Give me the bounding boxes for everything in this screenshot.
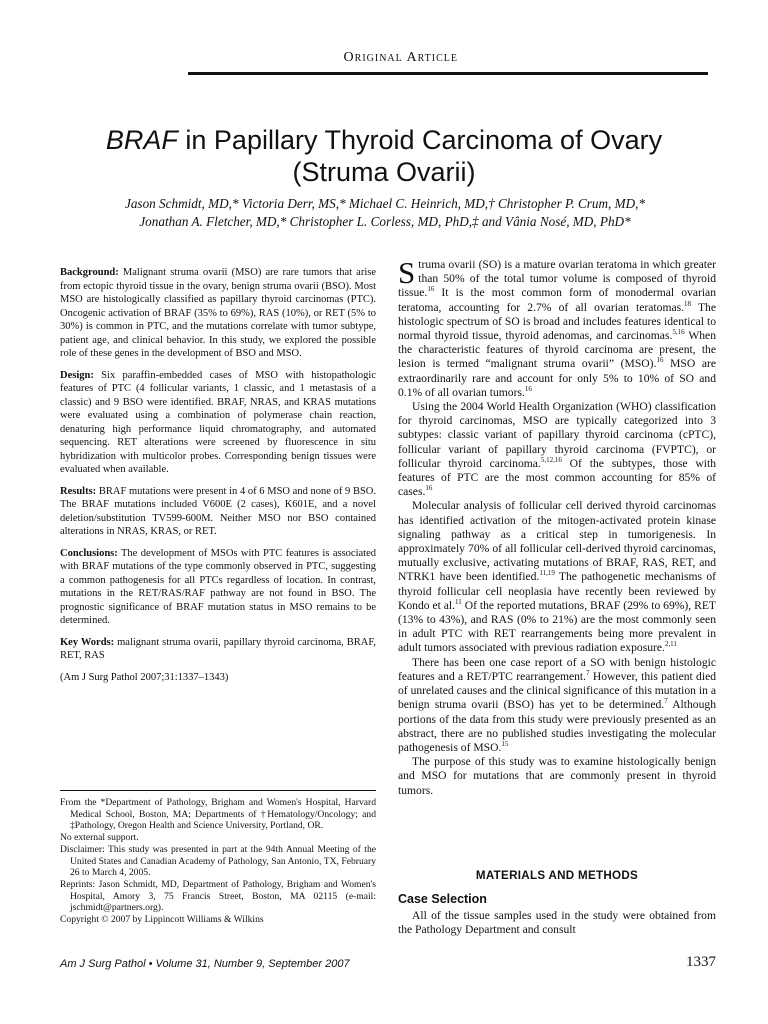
abstract-results bbox=[60, 485, 376, 539]
body-paragraph-3 bbox=[398, 499, 716, 655]
design-label: Design: bbox=[60, 369, 94, 381]
abstract-keywords bbox=[60, 636, 376, 663]
footnote-support: No external support. bbox=[60, 832, 139, 844]
case-selection-paragraph: All of the tissue samples used in the study were obtained from the Pathology Department and consult bbox=[398, 909, 716, 937]
body-text-run: However, this patient died of unrelated causes and the clinical significance of this mutation in a benign struma ovarii (BSO) has yet to be determined. bbox=[398, 669, 717, 712]
body-text-run: Although portions of the data from this study were previously presented as an abstract, there are no published studies investigating the molecular pathogenesis of MSO. bbox=[398, 698, 716, 754]
footnote-disclaimer: Disclaimer: This study was presented in part at the 94th Annual Meeting of the United States and Canadian Academy of Pathology, San Antonio, TX, February 26 to March 4, 2005. bbox=[60, 843, 376, 879]
title-line-1 bbox=[0, 124, 768, 156]
citation-ref: 11 bbox=[455, 598, 462, 607]
citation-ref: 7 bbox=[664, 697, 668, 706]
case-selection-text bbox=[398, 909, 716, 937]
citation-ref: 16 bbox=[425, 484, 433, 493]
body-text-run: MSO are extraordinarily rare and account for only 5% to 10% of SO and 0.1% of all ovarian tumors. bbox=[398, 357, 716, 399]
footnote-reprints: Reprints: Jason Schmidt, MD, Department of Pathology, Brigham and Women's Hospital, Amory 3, 75 Francis Street, Boston, MA 02115 (e-mail: jschmidt@partners.org). bbox=[60, 878, 376, 914]
body-text-run: There has been one case report of a SO with benign histologic features and a RET/PTC rearrangement. bbox=[398, 655, 716, 683]
citation-ref: 5,12,16 bbox=[540, 455, 562, 464]
footnote-rule bbox=[60, 790, 376, 791]
section-label: Original Article bbox=[343, 50, 458, 65]
citation-ref: 15 bbox=[501, 740, 509, 749]
citation-ref: 2,11 bbox=[664, 640, 677, 649]
citation-ref: 16 bbox=[427, 285, 435, 294]
footnotes bbox=[60, 797, 376, 926]
citation-ref: 11,19 bbox=[539, 569, 555, 578]
citation-ref: 5,16 bbox=[672, 328, 685, 337]
body-text-run: Of the subtypes, those with features of PTC are the most common accounting for 85% of cases. bbox=[398, 456, 716, 499]
citation-ref: 18 bbox=[684, 299, 692, 308]
abstract-citation: (Am J Surg Pathol 2007;31:1337–1343) bbox=[60, 671, 229, 683]
design-text: Six paraffin-embedded cases of MSO with histopathologic features of PTC (4 follicular variants, 1 classic, and 1 metastasis of a classic) and 9 BSO were identified. BRAF, NRAS, and KRAS mutations were evaluated using a combination of polymerase chain reaction, denaturing high performance liquid chromatography, and automated sequencing. RET alterations were screened by fluorescence in situ hybridization with multicolor probes. Corresponding benign tissues were evaluated when available. bbox=[60, 369, 376, 475]
abstract-background bbox=[60, 266, 376, 361]
title-line-2: (Struma Ovarii) bbox=[292, 157, 476, 187]
background-label: Background: bbox=[60, 267, 119, 278]
header-rule bbox=[188, 72, 708, 75]
authors-line-1: Jason Schmidt, MD,* Victoria Derr, MS,* Michael C. Heinrich, MD,† Christopher P. Crum, MD,* bbox=[124, 196, 645, 211]
conclusions-text: The development of MSOs with PTC features is associated with BRAF mutations of the type commonly observed in PTC, suggesting a common pathogenesis for all PTCs regardless of location. In contrast, mutations in the RET/RAS/RAF pathway are not found in BSO. The prognostic significance of BRAF mutation status in MSO remains to be determined. bbox=[60, 547, 376, 626]
body-paragraph-4 bbox=[398, 656, 716, 755]
conclusions-label: Conclusions: bbox=[60, 547, 118, 559]
methods-heading: MATERIALS AND METHODS bbox=[475, 869, 639, 882]
citation-ref: 16 bbox=[524, 384, 532, 393]
keywords-label: Key Words: bbox=[60, 636, 115, 648]
results-label: Results: bbox=[60, 485, 97, 497]
article-title bbox=[0, 124, 768, 188]
keywords-text: malignant struma ovarii, papillary thyroid carcinoma, BRAF, RET, RAS bbox=[60, 636, 376, 661]
author-list bbox=[40, 195, 730, 231]
journal-footer: Am J Surg Pathol • Volume 31, Number 9, September 2007 bbox=[60, 958, 350, 970]
footnote-copyright: Copyright © 2007 by Lippincott Williams & Wilkins bbox=[60, 914, 264, 926]
body-text-run: truma ovarii (SO) is a mature ovarian teratoma in which greater than 50% of the total tumor volume is composed of thyroid tissue. bbox=[398, 258, 716, 300]
body-text-run: It is the most common form of monodermal ovarian teratoma, accounting for 2.7% of all ovarian teratomas. bbox=[398, 286, 716, 314]
body-text-run: Using the 2004 World Health Organization (WHO) classification for thyroid carcinomas, MSO are typically categorized into 3 subtypes: classic variant of papillary thyroid carcinoma (cPTC), follicular variant of papillary thyroid carcinoma (FVPTC), or follicular thyroid carcinoma. bbox=[398, 400, 716, 470]
body-text-run: The histologic spectrum of SO is broad and includes features identical to normal thyroid tissue, thyroid adenomas, and carcinomas. bbox=[398, 300, 716, 343]
page-number: 1337 bbox=[686, 954, 716, 970]
body-text-run: Of the reported mutations, BRAF (29% to 69%), RET (13% to 43%), and RAS (0% to 21%) are the most commonly seen in adult PTC with RET rearrangements being more prevalent in adult tumors associated with previous radiation exposure. bbox=[398, 598, 716, 655]
drop-cap: S bbox=[398, 255, 416, 290]
abstract-design bbox=[60, 369, 376, 477]
body-text bbox=[398, 255, 717, 798]
title-gene: BRAF bbox=[105, 125, 178, 155]
citation-ref: 16 bbox=[656, 356, 664, 365]
abstract-conclusions bbox=[60, 547, 376, 628]
body-paragraph-2 bbox=[398, 400, 716, 499]
abstract bbox=[60, 266, 376, 692]
case-selection-heading: Case Selection bbox=[398, 892, 487, 906]
authors-line-2: Jonathan A. Fletcher, MD,* Christopher L. Corless, MD, PhD,‡ and Vânia Nosé, MD, PhD* bbox=[139, 214, 631, 229]
body-text-run: The pathogenetic mechanisms of thyroid follicular cell neoplasia have recently been reviewed by Kondo et al. bbox=[398, 570, 716, 612]
body-text-run: When the characteristic features of thyroid carcinoma are present, the lesion is termed “malignant struma ovarii” (MSO). bbox=[398, 329, 717, 371]
background-text: Malignant struma ovarii (MSO) are rare tumors that arise from ectopic thyroid tissue in the ovary, benign struma ovarii (BSO). Most MSO are histologically classified as papillary thyroid carcinomas (PTC). Oncogenic activation of BRAF (35% to 69%), RAS (10%), or RET (5% to 30%) is common in PTC, and the mutations correlate with tumor subtype, patient age, and clinical behavior. In this study, we explored the possible role of these genes in the development of BSO and MSO. bbox=[60, 267, 376, 359]
body-paragraph-5: The purpose of this study was to examine histologically benign and MSO for mutations that are commonly present in thyroid tumors. bbox=[398, 755, 716, 797]
footnote-affiliations: From the *Department of Pathology, Brigham and Women's Hospital, Harvard Medical School, Boston, MA; Departments of †Hematology/Oncology; and ‡Pathology, Oregon Health and Science University, Portland, OR. bbox=[60, 797, 376, 832]
results-text: BRAF mutations were present in 4 of 6 MSO and none of 9 BSO. The BRAF mutations included V600E (2 cases), K601E, and a novel deletion/substitution TV599-600M. Neither MSO nor BSO contained alterations in NRAS, KRAS, or RET. bbox=[60, 485, 376, 537]
body-text-run: Molecular analysis of follicular cell derived thyroid carcinomas has identified activation of the mitogen-activated protein kinase signaling pathway as a critical step in tumorigenesis. In approximately 70% of all follicular cell-derived thyroid carcinomas, mutually exclusive, activating mutations of BRAF, RAS, RET, and NTRK1 have been identified. bbox=[398, 499, 716, 584]
title-line-1-rest: in Papillary Thyroid Carcinoma of Ovary bbox=[177, 125, 663, 155]
citation-ref: 7 bbox=[586, 669, 590, 678]
body-paragraph-1 bbox=[398, 255, 717, 400]
